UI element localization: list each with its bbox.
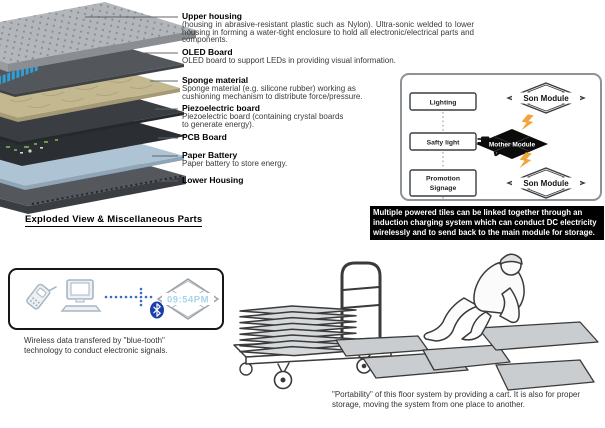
layer-label-piezoelectric-board: Piezoelectric board Piezoelectric board (containing crystal boards to generate energy). — [182, 103, 344, 129]
svg-text:Promotion: Promotion — [426, 175, 460, 183]
function-box-safety-light — [410, 133, 476, 150]
exploded-view-illustration — [0, 0, 200, 218]
svg-text:Son Module: Son Module — [523, 94, 569, 103]
bluetooth-icon — [150, 302, 164, 319]
tile-clock-display — [158, 279, 218, 319]
svg-text:Safty light: Safty light — [426, 139, 460, 147]
lightning-bolt-icon — [520, 113, 535, 132]
module-diagram-panel — [400, 73, 602, 201]
svg-text:Lighting: Lighting — [429, 99, 457, 107]
function-box-promotion-signage — [410, 170, 476, 196]
desktop-computer-icon — [62, 280, 100, 311]
son-module-bottom-diamond — [508, 168, 584, 198]
layer-label-upper-housing: Upper housing (housing in abrasive-resistant plastic such as Nylon). Ultra-sonic welded to lower housing in forming a water-tight enclosure to hold all electronic/electrical parts and components. — [182, 11, 474, 45]
svg-text:09:54PM: 09:54PM — [166, 294, 210, 306]
layer-label-lower-housing: Lower Housing — [182, 175, 244, 185]
layer-label-sponge-material: Sponge material Sponge material (e.g. silicone rubber) working as cushioning mechanism to distribute force/pressure. — [182, 75, 363, 101]
section-heading: Exploded View & Miscellaneous Parts — [25, 214, 203, 225]
dotted-arrow-icon — [105, 288, 153, 307]
bluetooth-illustration — [10, 270, 221, 327]
portability-caption: "Portability" of this floor system by providing a cart. It is also for proper storage, moving the system from one place to another. — [332, 390, 580, 409]
cart-handle — [342, 263, 380, 342]
induction-note: Multiple powered tiles can be linked together through an induction charging system which can conduct DC electricity wirelessly and to send back to the main module for storage. — [370, 206, 604, 240]
mother-module-diamond — [476, 129, 548, 159]
function-box-lighting — [410, 93, 476, 110]
mobile-phone-icon — [26, 278, 56, 311]
svg-text:Signage: Signage — [429, 185, 457, 192]
bluetooth-panel — [8, 268, 224, 330]
layer-label-pcb-board: PCB Board — [182, 132, 227, 142]
layer-label-paper-battery: Paper Battery Paper battery to store energy. — [182, 150, 288, 168]
module-diagram — [402, 75, 600, 199]
svg-text:Son Module: Son Module — [523, 179, 569, 188]
bluetooth-caption: Wireless data transfered by "blue-tooth" technology to conduct electronic signals. — [24, 336, 168, 355]
layer-label-oled-board: OLED Board OLED board to support LEDs in providing visual information. — [182, 47, 396, 65]
svg-text:Mother Module: Mother Module — [488, 141, 536, 149]
son-module-top-diamond — [508, 83, 584, 113]
